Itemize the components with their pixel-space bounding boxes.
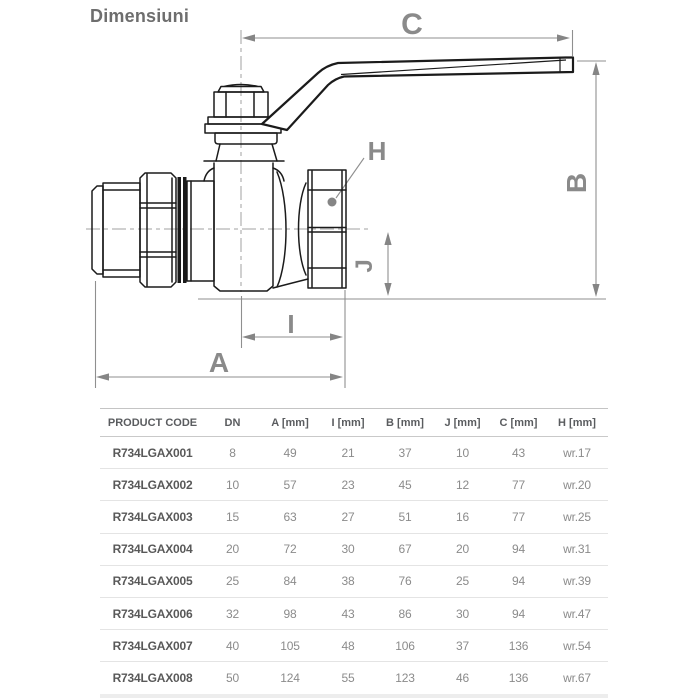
column-header: H [mm] (558, 416, 596, 429)
table-row (100, 437, 608, 469)
table-row (100, 598, 608, 630)
product-code-cell: R734LGAX007 (112, 638, 193, 653)
a-mm-cell: 124 (280, 670, 300, 685)
h-mm-cell: wr.47 (563, 606, 591, 621)
h-leader-dot (328, 198, 337, 207)
product-code-cell: R734LGAX001 (112, 445, 193, 460)
i-mm-cell: 21 (341, 445, 355, 460)
dn-cell: 10 (226, 477, 239, 492)
b-mm-cell: 106 (395, 638, 415, 653)
h-mm-cell: wr.20 (563, 477, 591, 492)
a-mm-cell: 98 (283, 606, 297, 621)
product-code-cell: R734LGAX008 (112, 670, 193, 685)
column-header: A [mm] (271, 416, 309, 429)
page-title: Dimensiuni (90, 6, 190, 26)
valve-body (92, 85, 346, 292)
i-mm-cell: 27 (341, 509, 355, 524)
h-mm-cell: wr.17 (563, 445, 591, 460)
column-header: B [mm] (386, 416, 424, 429)
dn-cell: 15 (226, 509, 239, 524)
union-nut (140, 173, 176, 287)
dn-cell: 50 (226, 670, 239, 685)
b-mm-cell: 123 (395, 670, 415, 685)
table-header-row (100, 409, 608, 437)
a-mm-cell: 72 (283, 542, 297, 557)
j-mm-cell: 20 (456, 542, 469, 557)
dim-label-a: A (208, 347, 230, 378)
dim-label-i: I (287, 309, 295, 339)
j-mm-cell: 10 (456, 445, 469, 460)
c-mm-cell: 94 (512, 606, 525, 621)
product-code-cell: R734LGAX004 (112, 542, 193, 557)
table-row (100, 662, 608, 693)
c-mm-cell: 77 (512, 509, 525, 524)
dim-label-b: B (561, 172, 592, 194)
column-header: DN (224, 416, 241, 429)
j-mm-cell: 37 (456, 638, 469, 653)
table-row (100, 534, 608, 566)
a-mm-cell: 63 (283, 509, 297, 524)
dn-cell: 32 (226, 606, 239, 621)
column-header: J [mm] (444, 416, 481, 429)
j-mm-cell: 30 (456, 606, 469, 621)
j-mm-cell: 12 (456, 477, 469, 492)
dn-cell: 40 (226, 638, 239, 653)
male-thread-end-cap (92, 186, 103, 274)
h-mm-cell: wr.25 (563, 509, 591, 524)
a-mm-cell: 57 (283, 477, 297, 492)
lever-handle (262, 58, 573, 131)
dim-label-j: J (351, 259, 378, 273)
table-row (100, 566, 608, 598)
i-mm-cell: 43 (341, 606, 355, 621)
gland (215, 133, 277, 144)
c-mm-cell: 136 (508, 670, 529, 685)
a-mm-cell: 49 (283, 445, 297, 460)
i-mm-cell: 23 (341, 477, 355, 492)
dn-cell: 25 (226, 574, 239, 589)
j-mm-cell: 16 (456, 509, 469, 524)
b-mm-cell: 76 (398, 574, 412, 589)
b-mm-cell: 37 (398, 445, 412, 460)
b-mm-cell: 45 (398, 477, 412, 492)
a-mm-cell: 84 (283, 574, 297, 589)
product-code-cell: R734LGAX003 (112, 509, 193, 524)
i-mm-cell: 38 (341, 574, 355, 589)
c-mm-cell: 43 (512, 445, 525, 460)
j-mm-cell: 25 (456, 574, 469, 589)
product-dimension-table (100, 408, 608, 698)
dn-cell: 8 (229, 445, 236, 460)
column-header: PRODUCT CODE (107, 416, 198, 429)
i-mm-cell: 30 (341, 542, 355, 557)
c-mm-cell: 77 (512, 477, 525, 492)
b-mm-cell: 67 (398, 542, 412, 557)
j-mm-cell: 46 (456, 670, 469, 685)
h-mm-cell: wr.54 (563, 638, 591, 653)
dn-cell: 20 (226, 542, 239, 557)
c-mm-cell: 94 (512, 574, 525, 589)
table-row (100, 630, 608, 662)
product-code-cell: R734LGAX005 (112, 574, 193, 589)
dim-label-c: C (401, 8, 423, 41)
i-mm-cell: 55 (341, 670, 355, 685)
c-mm-cell: 94 (512, 542, 525, 557)
dim-label-h: H (367, 136, 387, 166)
product-code-cell: R734LGAX002 (112, 477, 193, 492)
a-mm-cell: 105 (280, 638, 300, 653)
table-body (100, 437, 608, 694)
h-mm-cell: wr.67 (563, 670, 591, 685)
column-header: C [mm] (499, 416, 538, 429)
male-thread (103, 183, 140, 277)
c-mm-cell: 136 (508, 638, 529, 653)
h-mm-cell: wr.39 (563, 574, 591, 589)
h-mm-cell: wr.31 (563, 542, 591, 557)
product-code-cell: R734LGAX006 (112, 606, 193, 621)
b-mm-cell: 86 (398, 606, 412, 621)
table-row (100, 469, 608, 501)
table-row (100, 501, 608, 533)
b-mm-cell: 51 (398, 509, 412, 524)
column-header: I [mm] (331, 416, 365, 429)
i-mm-cell: 48 (341, 638, 355, 653)
